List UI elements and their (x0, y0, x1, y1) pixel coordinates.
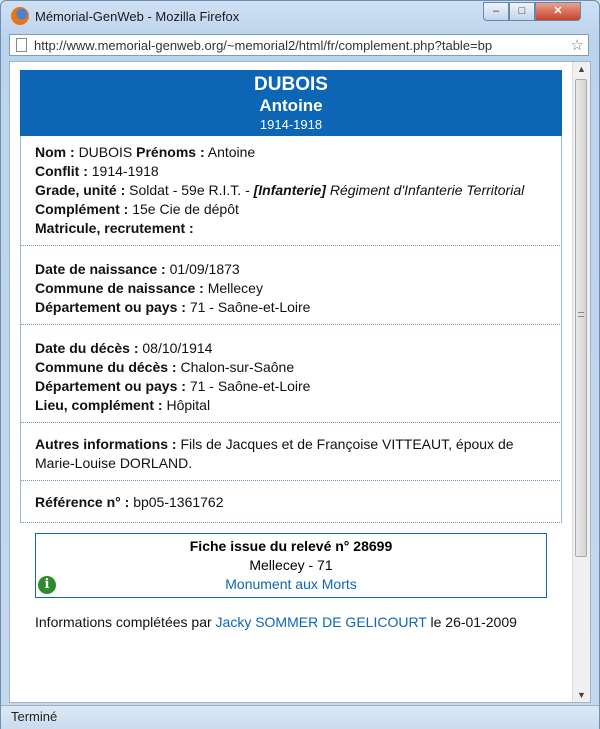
matricule-label: Matricule, recrutement : (35, 220, 194, 236)
minimize-button[interactable]: – (483, 2, 509, 21)
naissance-commune-value: Mellecey (207, 280, 263, 296)
reference-label: Référence n° : (35, 494, 130, 510)
scroll-grip-icon (578, 312, 584, 317)
arme-value: [Infanterie] (253, 182, 326, 198)
page-icon (16, 38, 27, 52)
scroll-up-arrow-icon[interactable]: ▲ (577, 64, 586, 74)
birth-section (20, 246, 562, 325)
naissance-commune-line (35, 279, 547, 298)
naissance-dept-label: Département ou pays : (35, 299, 186, 315)
death-section (20, 325, 562, 423)
reference-value: bp05-1361762 (133, 494, 224, 510)
banner-dates: 1914-1918 (259, 117, 323, 132)
conflit-value: 1914-1918 (91, 163, 159, 179)
banner-nom: DUBOIS (254, 74, 328, 95)
conflit-line (35, 162, 547, 181)
deces-dept-label: Département ou pays : (35, 378, 186, 394)
matricule-line (35, 219, 547, 238)
lieu-line (35, 396, 547, 415)
author-link[interactable]: Jacky SOMMER DE GELICOURT (215, 614, 427, 630)
prenoms-value: Antoine (207, 144, 256, 160)
naissance-date-label: Date de naissance : (35, 261, 166, 277)
grade-label: Grade, unité : (35, 182, 126, 198)
naissance-dept-value: 71 - Saône-et-Loire (189, 299, 311, 315)
status-bar (1, 705, 599, 729)
deces-commune-value: Chalon-sur-Saône (180, 359, 295, 375)
deces-date-label: Date du décès : (35, 340, 139, 356)
window-title: Mémorial-GenWeb - Mozilla Firefox (35, 9, 240, 24)
status-text: Terminé (11, 709, 58, 724)
vertical-scrollbar[interactable] (572, 62, 590, 702)
monument-link[interactable]: Monument aux Morts (225, 576, 357, 592)
deces-date-value: 08/10/1914 (142, 340, 213, 356)
fiche-box (35, 533, 547, 598)
scroll-down-arrow-icon[interactable]: ▼ (577, 690, 586, 700)
autres-value: Fils de Jacques et de Françoise VITTEAUT, époux de Marie-Louise DORLAND. (35, 436, 514, 471)
close-button[interactable]: ✕ (535, 2, 581, 21)
regiment-value: Régiment d'Infanterie Territorial (329, 182, 525, 198)
lieu-value: Hôpital (166, 397, 211, 413)
naissance-dept-line (35, 298, 547, 317)
naissance-commune-label: Commune de naissance : (35, 280, 204, 296)
conflit-label: Conflit : (35, 163, 88, 179)
identity-section (20, 136, 562, 246)
fiche-lieu: Mellecey - 71 (249, 557, 333, 573)
deces-commune-line (35, 358, 547, 377)
lieu-label: Lieu, complément : (35, 397, 163, 413)
deces-dept-line (35, 377, 547, 396)
complement-line (35, 200, 547, 219)
bookmark-star-icon[interactable]: ☆ (570, 37, 584, 54)
maximize-button[interactable]: □ (509, 2, 535, 21)
record-content (20, 70, 562, 630)
completed-by (35, 614, 562, 630)
deces-date-line (35, 339, 547, 358)
complement-value: 15e Cie de dépôt (132, 201, 239, 217)
title-bar (1, 1, 599, 31)
nom-value: DUBOIS (78, 144, 133, 160)
autres-label: Autres informations : (35, 436, 177, 452)
other-info-section (20, 423, 562, 481)
url-text[interactable]: http://www.memorial-genweb.org/~memorial2/html/fr/complement.php?table=bp (34, 38, 493, 53)
nom-line (35, 143, 547, 162)
naissance-date-line (35, 260, 547, 279)
scroll-thumb[interactable] (575, 79, 587, 557)
completed-prefix: Informations complétées par (35, 614, 212, 630)
grade-line (35, 181, 547, 200)
info-icon[interactable]: i (38, 576, 56, 594)
completed-date: le 26-01-2009 (430, 614, 517, 630)
banner-prenom: Antoine (259, 96, 323, 115)
page-viewport (9, 61, 591, 703)
record-banner (20, 70, 562, 136)
firefox-icon (11, 7, 29, 25)
naissance-date-value: 01/09/1873 (169, 261, 240, 277)
deces-dept-value: 71 - Saône-et-Loire (189, 378, 311, 394)
prenoms-label: Prénoms : (136, 144, 205, 160)
reference-section (20, 481, 562, 523)
fiche-title: Fiche issue du relevé n° 28699 (189, 538, 393, 554)
deces-commune-label: Commune du décès : (35, 359, 177, 375)
url-bar[interactable] (9, 34, 589, 56)
nom-label: Nom : (35, 144, 75, 160)
grade-value: Soldat - 59e R.I.T. - (129, 182, 250, 198)
complement-label: Complément : (35, 201, 129, 217)
